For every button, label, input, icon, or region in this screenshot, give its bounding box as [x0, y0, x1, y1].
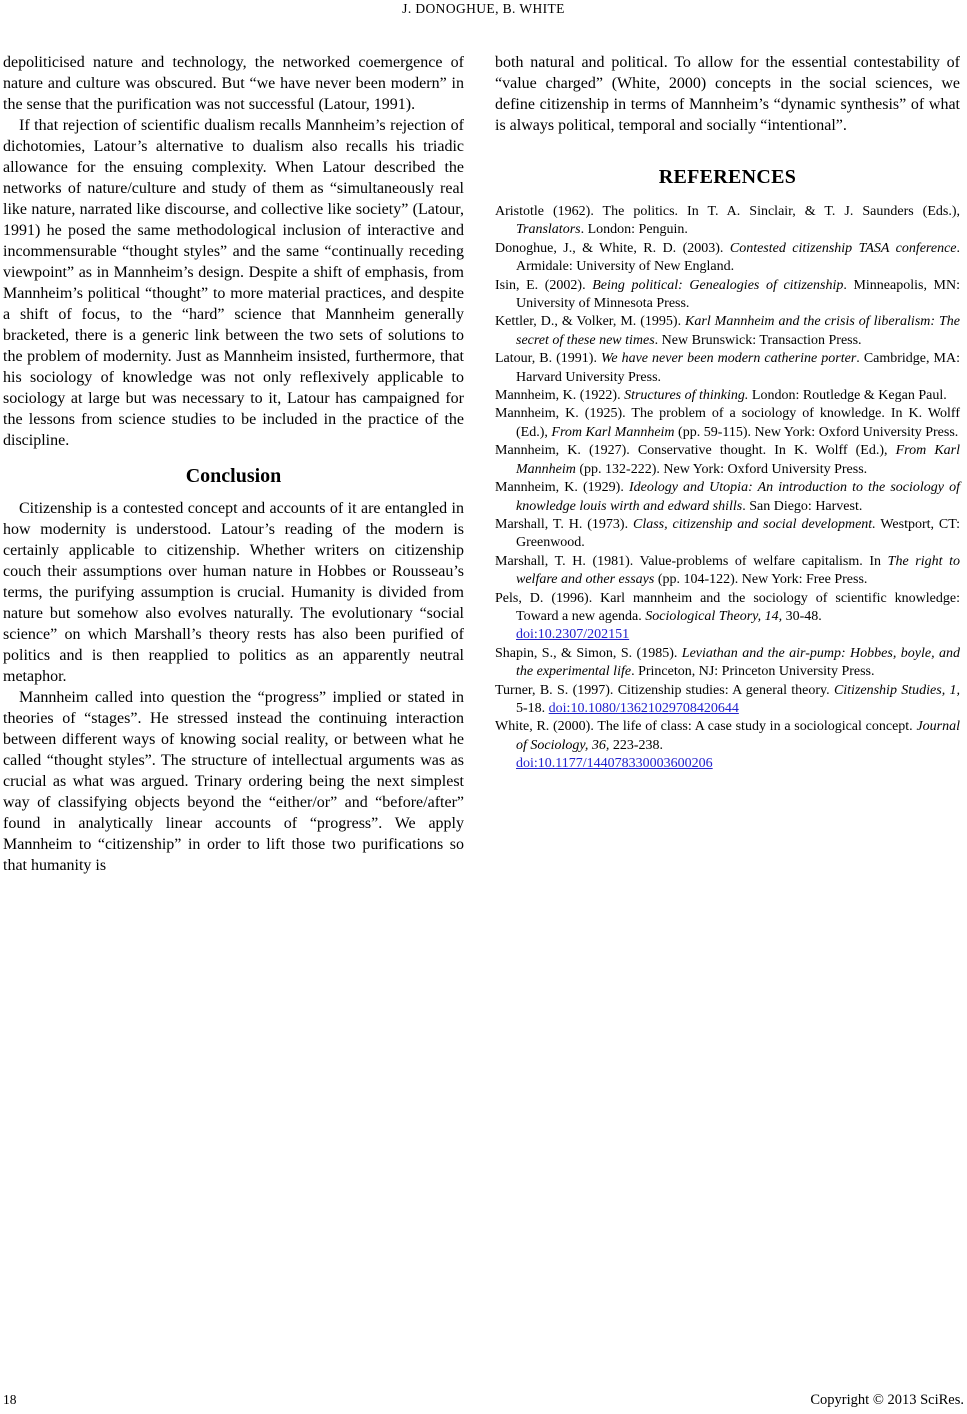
reference-text: Turner, B. S. (1997). Citizenship studies: A general theory.	[495, 682, 834, 698]
reference-title-italic: Leviathan and the air-pump: Hobbes, boyle, and the experimental life	[516, 645, 960, 680]
body-paragraph: Citizenship is a contested concept and accounts of it are entangled in how modernity is understood. Latour’s reading of the modern is certainly applicable to citizenship. Whether writers on citizenship couch their assumptions over human nature in Hobbes or Rousseau’s terms, the purifying assumption is crucial. Humanity is divided from nature but somehow also evolves naturally. The evolutionary “social science” on which Marshall’s theory rests has also been purified of politics and is then reapplied to politics as an apparently neutral metaphor.	[3, 500, 464, 685]
references-list	[495, 203, 960, 774]
reference-entry	[495, 718, 960, 773]
reference-entry	[495, 645, 960, 682]
reference-entry	[495, 203, 960, 240]
two-column-layout	[3, 52, 960, 876]
left-column	[3, 52, 464, 876]
reference-title-italic: Structures of thinking.	[624, 388, 749, 404]
reference-title-italic: From Karl Mannheim	[516, 443, 960, 477]
reference-text: 30-48.	[782, 608, 822, 624]
running-header: J. DONOGHUE, B. WHITE	[402, 1, 565, 16]
right-column	[495, 52, 960, 876]
reference-text: . Cambridge, MA: Harvard University Press.	[516, 351, 960, 385]
page-number: 18	[3, 1392, 17, 1407]
reference-title-italic: Sociological Theory, 14,	[645, 608, 783, 624]
reference-text: Pels, D. (1996). Karl mannheim and the sociology of scientific knowledge: Toward a new agenda.	[495, 590, 960, 624]
reference-text: . Princeton, NJ: Princeton University Press.	[631, 664, 875, 680]
doi-link[interactable]: doi:10.2307/202151	[516, 627, 630, 643]
reference-title-italic: Citizenship Studies, 1,	[833, 682, 961, 698]
reference-text: Kettler, D., & Volker, M. (1995).	[495, 314, 686, 330]
right-column-paragraphs	[495, 52, 960, 136]
conclusion-heading: Conclusion	[185, 465, 282, 487]
reference-text: . New Brunswick: Transaction Press.	[654, 332, 862, 348]
reference-text: Isin, E. (2002).	[495, 277, 593, 293]
body-paragraph: depoliticised nature and technology, the networked coemergence of nature and culture was obscured. But “we have never been modern” in the sense that the purification was not successful (Latour, 1991).	[3, 54, 464, 113]
reference-text: Aristotle (1962). The politics. In T. A. Sinclair, & T. J. Saunders (Eds.),	[495, 204, 960, 219]
reference-entry	[495, 590, 960, 645]
reference-entry	[495, 387, 960, 405]
reference-title-italic: Ideology and Utopia: An introduction to the sociology of knowledge louis wirth and edward shills	[516, 480, 960, 514]
doi-link[interactable]: doi:10.1177/144078330003600206	[516, 756, 713, 772]
reference-text: (pp. 104-122). New York: Free Press.	[654, 572, 868, 588]
reference-entry	[495, 350, 960, 387]
reference-text: . London: Penguin.	[580, 222, 688, 238]
reference-text: Shapin, S., & Simon, S. (1985).	[495, 645, 682, 661]
reference-text: London: Routledge & Kegan Paul.	[748, 388, 947, 404]
reference-title-italic: Contested citizenship TASA conference	[729, 240, 957, 256]
reference-entry	[495, 682, 960, 719]
left-column-paragraphs	[3, 52, 464, 451]
reference-text: Mannheim, K. (1929).	[495, 480, 629, 496]
reference-text: 223-238.	[609, 737, 663, 753]
conclusion-paragraphs	[3, 498, 464, 876]
reference-text: Mannheim, K. (1927). Conservative thought. In K. Wolff (Ed.),	[495, 443, 896, 459]
page-footer	[3, 1392, 964, 1409]
reference-entry	[495, 553, 960, 590]
reference-title-italic: Karl Mannheim and the crisis of liberalism: The secret of these new times	[516, 314, 960, 348]
copyright-notice: Copyright © 2013 SciRes.	[810, 1392, 964, 1408]
reference-text: Mannheim, K. (1925). The problem of a sociology of knowledge. In K. Wolff (Ed.),	[495, 406, 960, 440]
reference-text: 5-18.	[516, 700, 549, 716]
reference-title-italic: From Karl Mannheim	[551, 424, 675, 440]
references-heading: REFERENCES	[658, 166, 797, 188]
reference-text: White, R. (2000). The life of class: A case study in a sociological concept.	[495, 719, 917, 735]
reference-text: Mannheim, K. (1922).	[495, 388, 625, 404]
reference-title-italic: Class, citizenship and social development.	[632, 516, 876, 532]
reference-text: Donoghue, J., & White, R. D. (2003).	[495, 240, 730, 256]
reference-text: (pp. 59-115). New York: Oxford University Press.	[674, 424, 959, 440]
reference-entry	[495, 240, 960, 277]
reference-title-italic: Journal of Sociology, 36,	[516, 719, 960, 753]
reference-text: Marshall, T. H. (1973).	[495, 516, 633, 532]
reference-text: . Armidale: University of New England.	[516, 240, 960, 275]
doi-link[interactable]: doi:10.1080/13621029708420644	[548, 700, 739, 716]
reference-entry	[495, 405, 960, 442]
reference-text: Marshall, T. H. (1981). Value-problems of welfare capitalism. In	[495, 553, 888, 569]
reference-title-italic: Translators	[516, 222, 581, 238]
reference-entry	[495, 479, 960, 516]
reference-text: Westport, CT: Greenwood.	[516, 516, 960, 551]
body-paragraph: Mannheim called into question the “progress” implied or stated in theories of “stages”. He stressed instead the continuing interaction between different ways of knowing social reality, or between what he called “thought styles”. The structure of intellectual arguments was as crucial as what was argued. Trinary ordering being the next simplest way of classifying objects beyond the “either/or” and “before/after” found in analytically linear accounts of “progress”. We apply Mannheim to “citizenship” in order to lift those two purifications so that humanity is	[3, 689, 464, 874]
reference-entry	[495, 516, 960, 553]
body-paragraph: both natural and political. To allow for the essential contestability of “value charged” (White, 2000) concepts in the social sciences, we define citizenship in terms of Mannheim’s “dynamic synthesis” of what is always political, temporal and socially “intentional”.	[495, 54, 960, 134]
reference-title-italic: We have never been modern catherine porter	[600, 351, 857, 367]
reference-entry	[495, 313, 960, 350]
reference-text: Latour, B. (1991).	[495, 351, 601, 367]
reference-text: . San Diego: Harvest.	[742, 498, 863, 514]
reference-text: (pp. 132-222). New York: Oxford University Press.	[575, 461, 868, 477]
reference-entry	[495, 277, 960, 314]
reference-entry	[495, 442, 960, 479]
reference-text: . Minneapolis, MN: University of Minnesota Press.	[516, 277, 960, 312]
reference-title-italic: The right to welfare and other essays	[516, 553, 960, 588]
reference-title-italic: Being political: Genealogies of citizenship	[592, 277, 844, 293]
body-paragraph: If that rejection of scientific dualism recalls Mannheim’s rejection of dichotomies, Latour’s alternative to dualism also recalls his triadic allowance for the ensuing complexity. When Latour described the networks of nature/culture and study of them as “simultaneously real like nature, narrated like discourse, and collective like society” (Latour, 1991) he posed the same methodological inclusion of interactive and incommensurable “thought styles” and the same “continually receding viewpoint” as in Mannheim’s design. Despite a shift of emphasis, from Mannheim’s political “thought” to more material practices, and despite a shift of focus, to the “hard” science that Mannheim generally bracketed, there is a generic link between the two sets of solutions to the problem of modernity. Just as Mannheim insisted, furthermore, that his sociology of knowledge was not only reflexively applicable to sociology at large but was necessary to it, Latour has campaigned for the lessons from science studies to be included in the practice of the discipline.	[3, 117, 464, 449]
